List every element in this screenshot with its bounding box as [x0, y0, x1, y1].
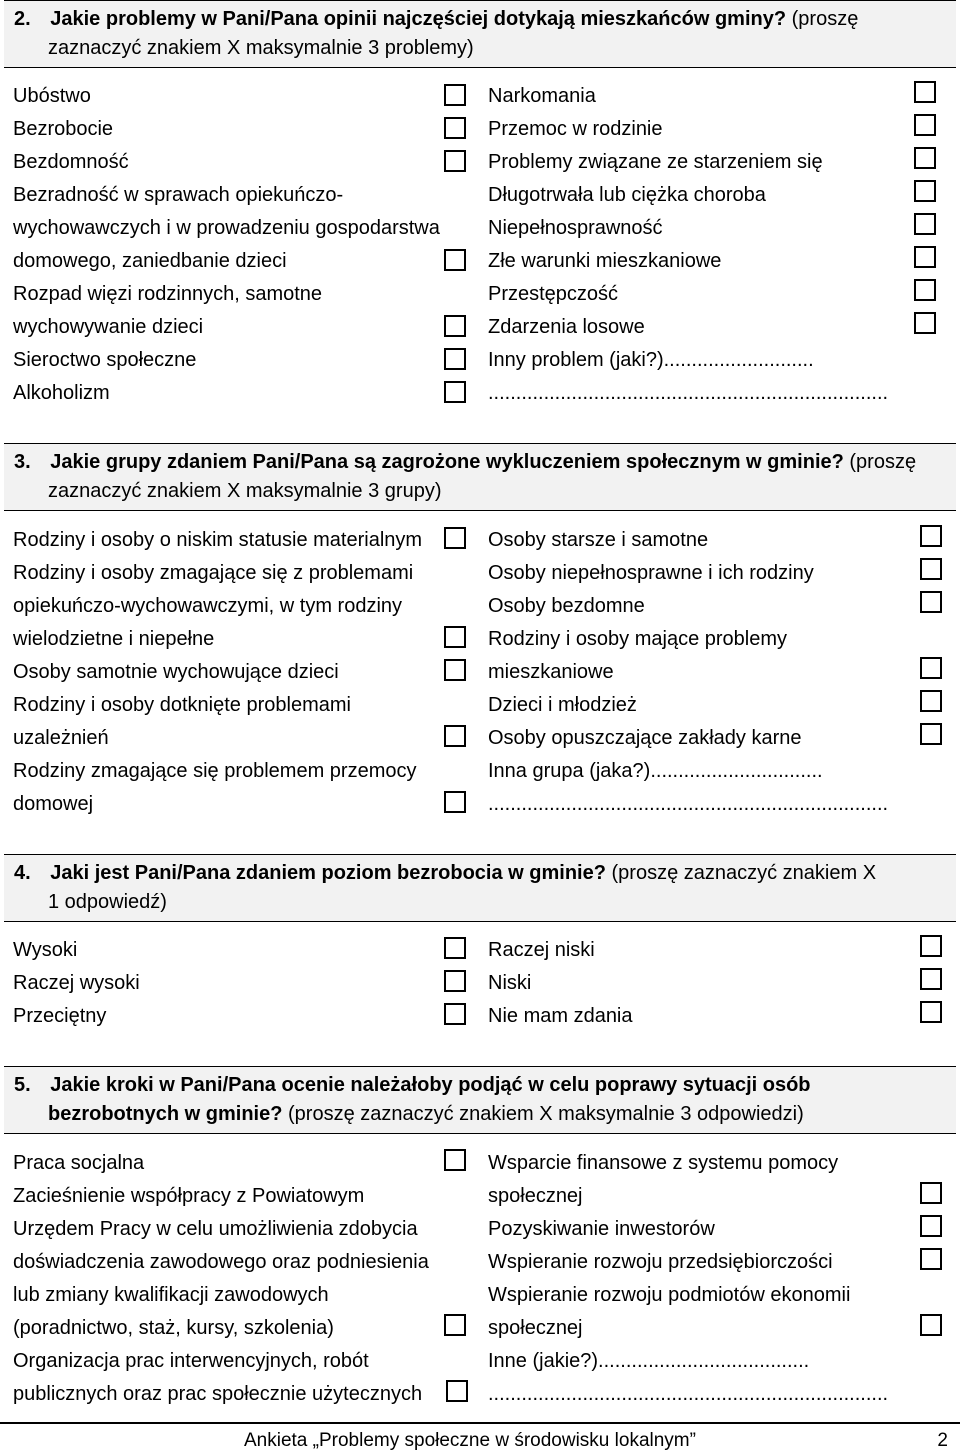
checkbox-nie-mam-zdania[interactable]: [920, 1001, 942, 1023]
q2-left-line: wychowawczych i w prowadzeniu gospodarstwa: [13, 217, 440, 239]
q3-right-line: mieszkaniowe: [488, 661, 614, 683]
checkbox-wysoki[interactable]: [444, 937, 466, 959]
q5-right-line: Wsparcie finansowe z systemu pomocy: [488, 1152, 839, 1174]
q3-left-line: wielodzietne i niepełne: [13, 628, 215, 650]
q5-left-line: publicznych oraz prac społecznie użytecznych: [13, 1383, 423, 1405]
question-instruction: (proszę zaznaczyć znakiem X maksymalnie 3 odpowiedzi): [282, 1103, 804, 1125]
q3-right-line: Osoby starsze i samotne: [488, 529, 709, 551]
checkbox-niepelnosprawne[interactable]: [920, 558, 942, 580]
q2-left-line: Sieroctwo społeczne: [13, 349, 197, 371]
question-title-line2: bezrobotnych w gminie?: [48, 1103, 283, 1125]
checkbox-niepelnosprawnosc[interactable]: [914, 213, 936, 235]
page-number: 2: [937, 1430, 948, 1451]
q5-left-line: doświadczenia zawodowego oraz podniesienia: [13, 1251, 429, 1273]
q4-left-line: Przeciętny: [13, 1005, 107, 1027]
question-2-header: [4, 0, 956, 68]
checkbox-starsze-samotne[interactable]: [920, 525, 942, 547]
q5-left-line: (poradnictwo, staż, kursy, szkolenia): [13, 1317, 334, 1339]
checkbox-choroba[interactable]: [914, 180, 936, 202]
checkbox-problemy-mieszkaniowe[interactable]: [920, 657, 942, 679]
question-4-header: [4, 854, 956, 922]
question-title: Jakie grupy zdaniem Pani/Pana są zagrożone wykluczeniem społecznym w gminie?: [50, 451, 844, 473]
q5-right-line: społecznej: [488, 1185, 583, 1207]
page-footer: [0, 1422, 960, 1455]
checkbox-niski-status[interactable]: [444, 527, 466, 549]
q4-right-line: Raczej niski: [488, 939, 595, 961]
checkbox-starzenie[interactable]: [914, 147, 936, 169]
q3-left-line: Osoby samotnie wychowujące dzieci: [13, 661, 339, 683]
checkbox-inwestorzy[interactable]: [920, 1215, 942, 1237]
q2-left-line: domowego, zaniedbanie dzieci: [13, 250, 287, 272]
checkbox-praca-socjalna[interactable]: [444, 1149, 466, 1171]
question-instruction-line2: 1 odpowiedź): [48, 891, 167, 913]
q2-left-line: Bezradność w sprawach opiekuńczo-: [13, 184, 344, 206]
q3-right-line: Osoby bezdomne: [488, 595, 645, 617]
q2-other-input[interactable]: Inny problem (jaki?)...........................: [488, 349, 814, 371]
question-number: 4.: [14, 862, 31, 884]
q5-right-line: Wspieranie rozwoju podmiotów ekonomii: [488, 1284, 851, 1306]
q3-left-line: Rodziny i osoby zmagające się z problemami: [13, 562, 414, 584]
q2-right-line: Przemoc w rodzinie: [488, 118, 663, 140]
checkbox-przemoc[interactable]: [914, 114, 936, 136]
q4-left-line: Wysoki: [13, 939, 78, 961]
question-5-header: [4, 1066, 956, 1134]
question-instruction-line2: zaznaczyć znakiem X maksymalnie 3 problemy): [48, 37, 474, 59]
checkbox-dzieci-mlodziez[interactable]: [920, 690, 942, 712]
q2-other-input-continued[interactable]: ........................................................................: [488, 382, 889, 404]
q4-right-line: Niski: [488, 972, 532, 994]
q3-right-line: Osoby niepełnosprawne i ich rodziny: [488, 562, 814, 584]
q5-left-line: Praca socjalna: [13, 1152, 145, 1174]
q5-other-input[interactable]: Inne (jakie?)......................................: [488, 1350, 810, 1372]
checkbox-przestepczosc[interactable]: [914, 279, 936, 301]
q2-left-line: Rozpad więzi rodzinnych, samotne: [13, 283, 323, 305]
checkbox-zle-warunki[interactable]: [914, 246, 936, 268]
checkbox-bezrobocie[interactable]: [444, 117, 466, 139]
q2-right-line: Niepełnosprawność: [488, 217, 663, 239]
checkbox-niski[interactable]: [920, 968, 942, 990]
question-title: Jakie kroki w Pani/Pana ocenie należałoby podjąć w celu poprawy sytuacji osób: [50, 1074, 811, 1096]
q5-left-line: Organizacja prac interwencyjnych, robót: [13, 1350, 369, 1372]
checkbox-przemoc-domowa[interactable]: [444, 791, 466, 813]
checkbox-prace-interwencyjne[interactable]: [446, 1380, 468, 1402]
q2-left-line: Bezrobocie: [13, 118, 114, 140]
checkbox-alkoholizm[interactable]: [444, 381, 466, 403]
q3-other-input[interactable]: Inna grupa (jaka?)...............................: [488, 760, 823, 782]
q5-left-line: Urzędem Pracy w celu umożliwienia zdobycia: [13, 1218, 418, 1240]
q2-right-line: Przestępczość: [488, 283, 619, 305]
checkbox-samotnie-wychowujace[interactable]: [444, 659, 466, 681]
q3-right-line: Dzieci i młodzież: [488, 694, 637, 716]
checkbox-bezdomnosc[interactable]: [444, 150, 466, 172]
q3-left-line: uzależnień: [13, 727, 109, 749]
q2-left-line: Alkoholizm: [13, 382, 110, 404]
q3-other-input-continued[interactable]: ........................................................................: [488, 793, 889, 815]
q3-left-line: opiekuńczo-wychowawczymi, w tym rodziny: [13, 595, 403, 617]
question-title: Jakie problemy w Pani/Pana opinii najczęściej dotykają mieszkańców gminy?: [50, 8, 787, 30]
q2-right-line: Długotrwała lub ciężka choroba: [488, 184, 766, 206]
checkbox-raczej-niski[interactable]: [920, 935, 942, 957]
q2-right-line: Narkomania: [488, 85, 596, 107]
q3-left-line: Rodziny i osoby dotknięte problemami: [13, 694, 351, 716]
q4-left-line: Raczej wysoki: [13, 972, 140, 994]
q5-left-line: Zacieśnienie współpracy z Powiatowym: [13, 1185, 365, 1207]
question-instruction: (proszę zaznaczyć znakiem X: [605, 862, 877, 884]
footer-title: Ankieta „Problemy społeczne w środowisku lokalnym”: [244, 1430, 696, 1451]
q2-right-line: Zdarzenia losowe: [488, 316, 645, 338]
checkbox-raczej-wysoki[interactable]: [444, 970, 466, 992]
question-number: 2.: [14, 8, 31, 30]
question-title: Jaki jest Pani/Pana zdaniem poziom bezrobocia w gminie?: [50, 862, 606, 884]
q3-right-line: Osoby opuszczające zakłady karne: [488, 727, 802, 749]
q2-right-line: Problemy związane ze starzeniem się: [488, 151, 823, 173]
checkbox-ekonomia-spoleczna[interactable]: [920, 1314, 942, 1336]
checkbox-sieroctwo[interactable]: [444, 348, 466, 370]
checkbox-bezradnosc[interactable]: [444, 249, 466, 271]
checkbox-zaklady-karne[interactable]: [920, 723, 942, 745]
q5-right-line: Pozyskiwanie inwestorów: [488, 1218, 715, 1240]
q2-left-line: Ubóstwo: [13, 85, 91, 107]
checkbox-zdarzenia-losowe[interactable]: [914, 312, 936, 334]
q3-left-line: domowej: [13, 793, 94, 815]
q2-left-line: wychowywanie dzieci: [13, 316, 204, 338]
checkbox-wsparcie-finansowe[interactable]: [920, 1182, 942, 1204]
q5-right-line: Wspieranie rozwoju przedsiębiorczości: [488, 1251, 833, 1273]
checkbox-uzaleznienia[interactable]: [444, 725, 466, 747]
q2-right-line: Złe warunki mieszkaniowe: [488, 250, 722, 272]
question-instruction: (proszę: [786, 8, 859, 30]
q4-right-line: Nie mam zdania: [488, 1005, 633, 1027]
question-instruction: (proszę: [843, 451, 917, 473]
q3-left-line: Rodziny zmagające się problemem przemocy: [13, 760, 417, 782]
q2-left-line: Bezdomność: [13, 151, 129, 173]
q3-right-line: Rodziny i osoby mające problemy: [488, 628, 788, 650]
question-instruction-line2: zaznaczyć znakiem X maksymalnie 3 grupy): [48, 480, 442, 502]
checkbox-przecietny[interactable]: [444, 1003, 466, 1025]
question-number: 3.: [14, 451, 31, 473]
question-3-header: [4, 443, 956, 511]
checkbox-narkomania[interactable]: [914, 81, 936, 103]
checkbox-wspolpraca-pup[interactable]: [444, 1314, 466, 1336]
checkbox-przedsiebiorczosc[interactable]: [920, 1248, 942, 1270]
q5-right-line: społecznej: [488, 1317, 583, 1339]
q3-left-line: Rodziny i osoby o niskim statusie materialnym: [13, 529, 423, 551]
q5-left-line: lub zmiany kwalifikacji zawodowych: [13, 1284, 329, 1306]
checkbox-rozpad-wiezi[interactable]: [444, 315, 466, 337]
checkbox-bezdomne[interactable]: [920, 591, 942, 613]
question-number: 5.: [14, 1074, 31, 1096]
checkbox-ubostwo[interactable]: [444, 84, 466, 106]
q5-other-input-continued[interactable]: ........................................................................: [488, 1383, 889, 1405]
checkbox-opiekunczo-wychowawcze[interactable]: [444, 626, 466, 648]
